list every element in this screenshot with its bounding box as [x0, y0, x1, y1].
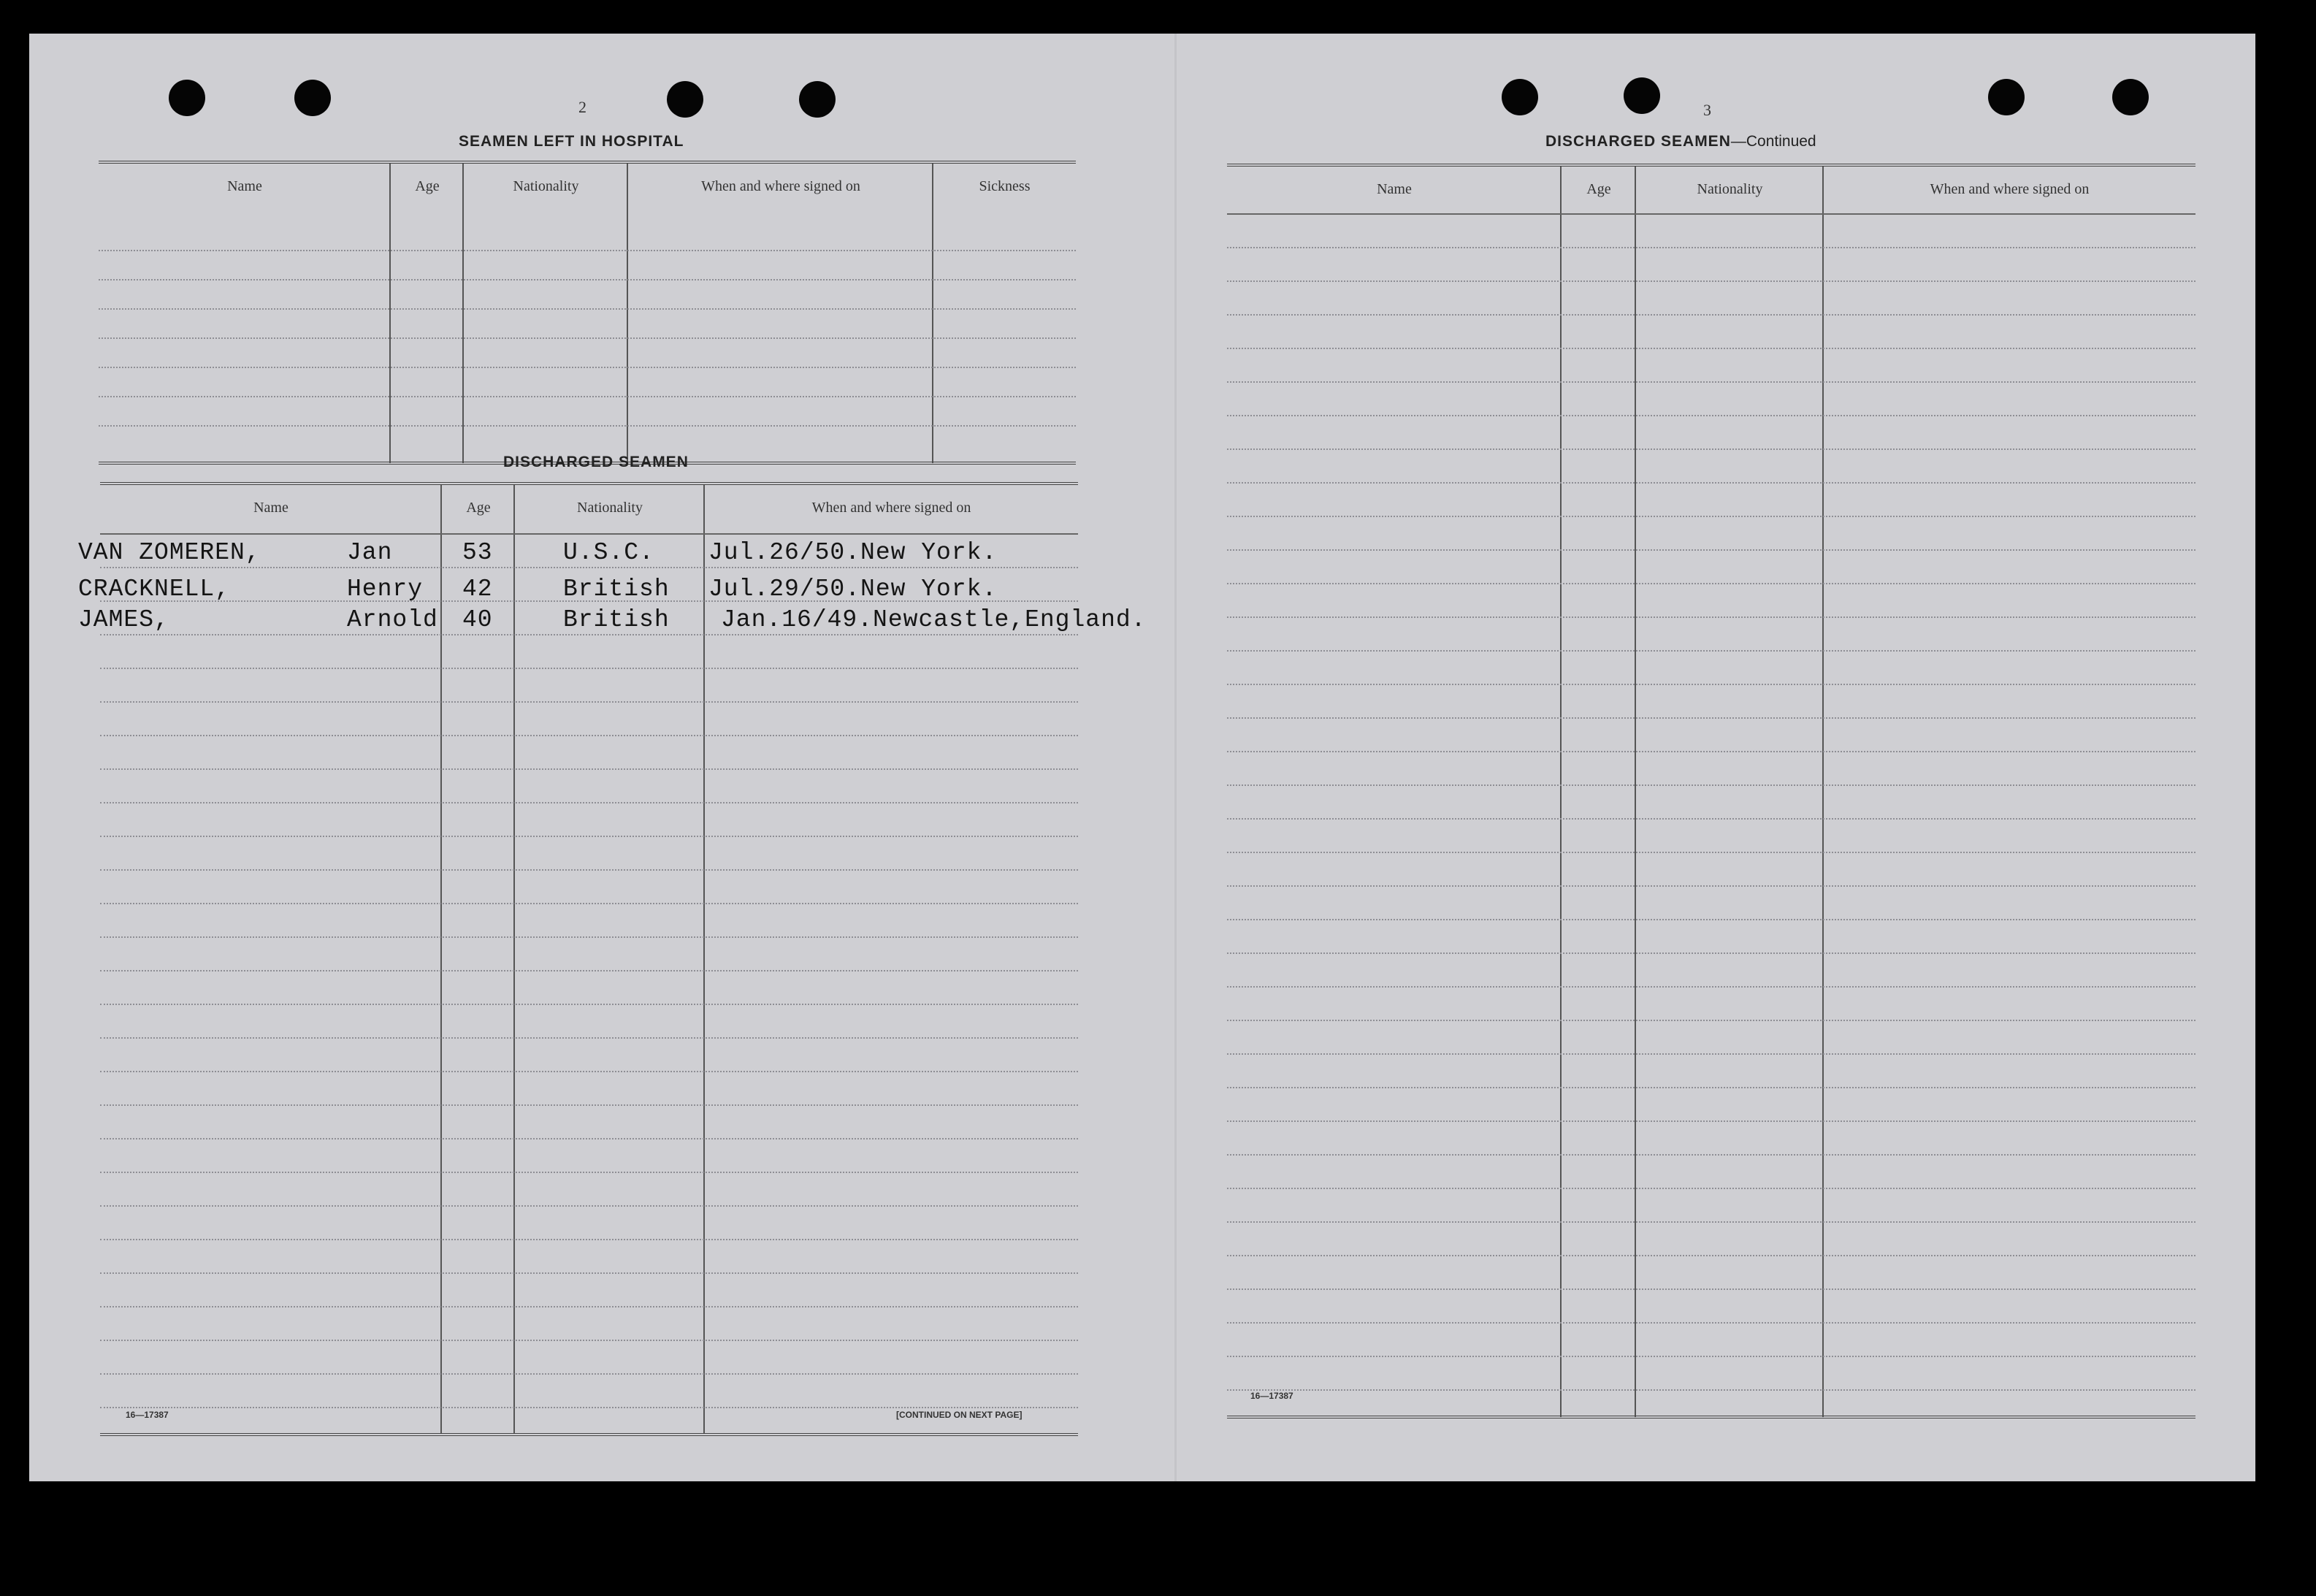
ruled-line: [1227, 751, 2195, 752]
given-name: Jan: [347, 539, 393, 566]
ruled-line: [100, 768, 1078, 770]
header-age: Age: [415, 178, 440, 194]
ruled-line: [1227, 784, 2195, 786]
nationality: British: [563, 576, 670, 603]
ruled-line: [1227, 1322, 2195, 1324]
header-nationality: Nationality: [577, 500, 643, 516]
ruled-line: [100, 1239, 1078, 1240]
page-number: 3: [1703, 101, 1711, 119]
ruled-line: [100, 1340, 1078, 1341]
ruled-line: [100, 634, 1078, 635]
ruled-line: [100, 903, 1078, 904]
nationality: U.S.C.: [563, 539, 654, 566]
ruled-line: [1227, 1288, 2195, 1290]
surname: CRACKNELL,: [78, 576, 231, 603]
ruled-line: [1227, 650, 2195, 652]
punch-hole: [2112, 79, 2149, 115]
discharged-table: [78, 482, 1147, 1436]
ruled-line: [100, 1037, 1078, 1039]
punch-hole: [1624, 77, 1660, 114]
ruled-line: [100, 869, 1078, 871]
discharged-continued-table: [1227, 164, 2195, 1420]
ruled-line: [1227, 717, 2195, 719]
nationality: British: [563, 606, 670, 633]
ruled-line: [100, 1373, 1078, 1375]
page-fold: [1174, 34, 1177, 1481]
discharged-section-title: DISCHARGED SEAMEN: [503, 454, 689, 470]
surname: VAN ZOMEREN,: [78, 539, 261, 566]
ruled-line: [1227, 549, 2195, 551]
ruled-line: [100, 1004, 1078, 1005]
ruled-line: [1227, 381, 2195, 383]
ruled-line: [1227, 348, 2195, 349]
discharged-continued-title: [1545, 133, 1816, 150]
ruled-line: [1227, 1154, 2195, 1156]
ruled-line: [1227, 280, 2195, 282]
ruled-line: [100, 936, 1078, 938]
punch-hole: [1502, 79, 1538, 115]
ruled-line: [1227, 1188, 2195, 1189]
header-sickness: Sickness: [979, 178, 1031, 194]
header-name: Name: [227, 178, 262, 194]
header-age: Age: [466, 500, 491, 516]
ruled-line: [1227, 516, 2195, 517]
header-signed-on: When and where signed on: [701, 178, 860, 194]
page-number: 2: [578, 98, 586, 116]
header-nationality: Nationality: [1697, 181, 1763, 197]
ruled-line: [1227, 616, 2195, 618]
ruled-line: [1227, 448, 2195, 450]
signed-on: Jul.26/50.New York.: [708, 539, 998, 566]
ruled-line: [1227, 583, 2195, 584]
punch-hole: [169, 80, 205, 116]
ruled-line: [100, 1172, 1078, 1173]
document-sheet: [29, 34, 2255, 1481]
header-nationality: Nationality: [513, 178, 579, 194]
title-suffix: —Continued: [1730, 133, 1816, 150]
header-signed-on: When and where signed on: [1930, 181, 2090, 197]
age: 42: [462, 576, 493, 603]
title-main: DISCHARGED SEAMEN: [1545, 133, 1731, 150]
signed-on: Jul.29/50.New York.: [708, 576, 998, 603]
ruled-line: [1227, 1053, 2195, 1055]
punch-hole: [667, 81, 703, 118]
given-name: Arnold: [347, 606, 438, 633]
ruled-line: [1227, 818, 2195, 820]
ruled-line: [100, 1104, 1078, 1106]
ruled-line: [1227, 852, 2195, 853]
ruled-line: [1227, 247, 2195, 248]
ruled-line: [100, 1306, 1078, 1307]
age: 40: [462, 606, 493, 633]
ruled-line: [1227, 885, 2195, 887]
ruled-line: [100, 600, 1078, 602]
ruled-line: [100, 668, 1078, 669]
surname: JAMES,: [78, 606, 169, 633]
ruled-line: [1227, 1020, 2195, 1021]
form-number: 16—17387: [126, 1410, 169, 1420]
punch-hole: [1988, 79, 2025, 115]
ruled-line: [1227, 1389, 2195, 1391]
ruled-line: [1227, 952, 2195, 954]
ruled-line: [100, 1138, 1078, 1139]
age: 53: [462, 539, 493, 566]
header-name: Name: [1377, 181, 1412, 197]
ruled-line: [1227, 482, 2195, 484]
ruled-line: [100, 836, 1078, 837]
ruled-line: [1227, 919, 2195, 920]
ruled-line: [1227, 1221, 2195, 1223]
ruled-line: [1227, 1356, 2195, 1357]
continued-note: [CONTINUED ON NEXT PAGE]: [896, 1410, 1023, 1420]
ruled-line: [100, 701, 1078, 703]
ruled-line: [100, 567, 1078, 568]
ruled-line: [1227, 415, 2195, 416]
hospital-section-title: SEAMEN LEFT IN HOSPITAL: [459, 133, 684, 150]
form-number: 16—17387: [1250, 1391, 1293, 1401]
header-age: Age: [1586, 181, 1611, 197]
ruled-line: [1227, 684, 2195, 685]
header-signed-on: When and where signed on: [811, 500, 971, 516]
header-name: Name: [253, 500, 288, 516]
ruled-line: [100, 735, 1078, 736]
ruled-line: [100, 1205, 1078, 1207]
ruled-line: [1227, 314, 2195, 316]
ruled-line: [1227, 1087, 2195, 1088]
punch-hole: [799, 81, 836, 118]
ruled-line: [1227, 1120, 2195, 1122]
ruled-line: [100, 802, 1078, 803]
ruled-line: [1227, 1255, 2195, 1256]
ruled-line: [100, 1272, 1078, 1274]
ruled-line: [100, 970, 1078, 971]
punch-hole: [294, 80, 331, 116]
signed-on: Jan.16/49.Newcastle,England.: [721, 606, 1147, 633]
hospital-table: [99, 161, 1076, 466]
given-name: Henry: [347, 576, 424, 603]
ruled-line: [1227, 986, 2195, 988]
ruled-line: [100, 1407, 1078, 1408]
ruled-line: [100, 1071, 1078, 1072]
